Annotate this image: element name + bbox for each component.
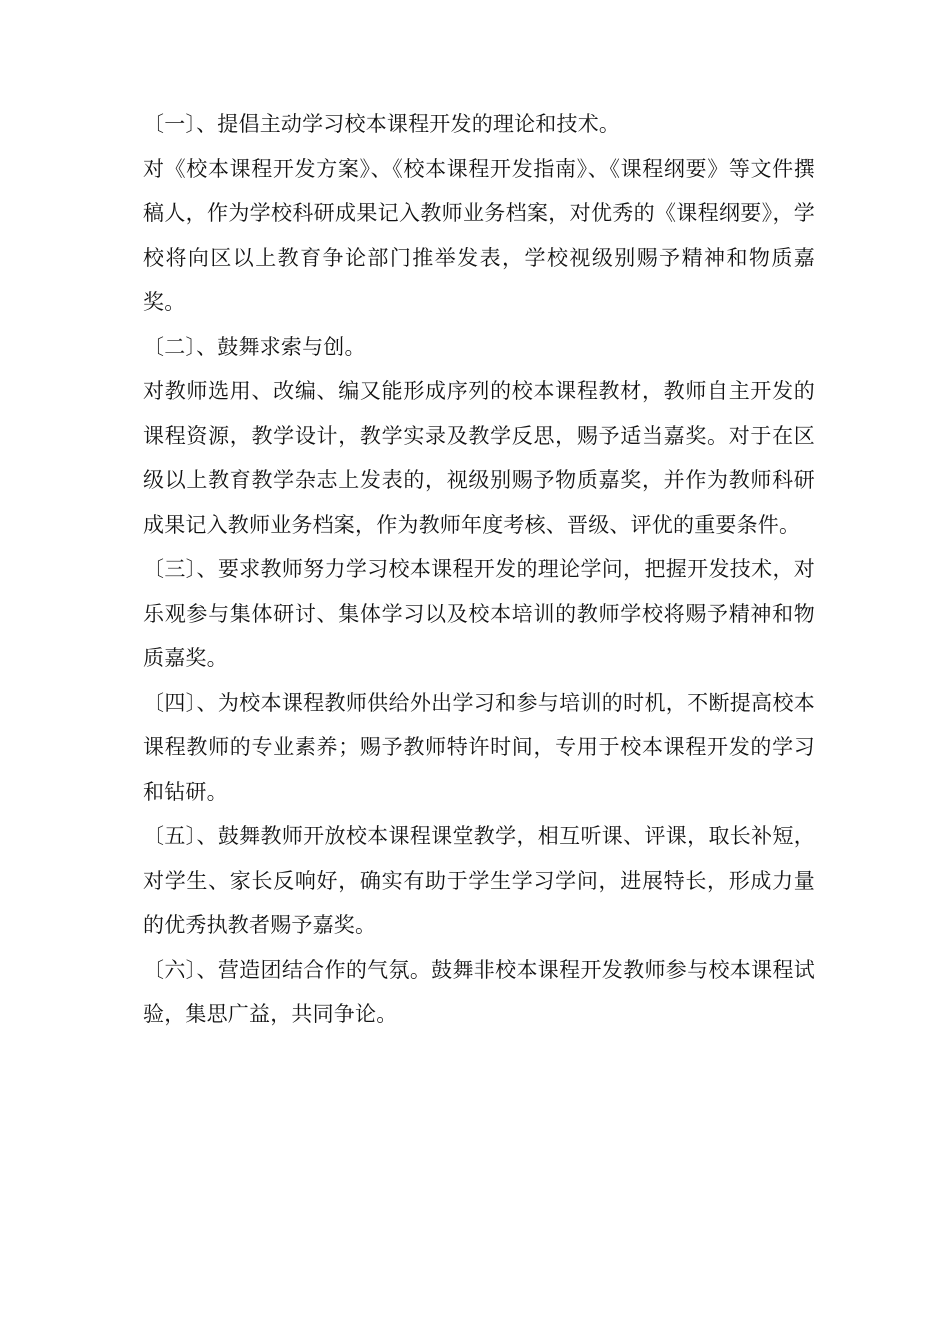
paragraph-6: 〔四〕、为校本课程教师供给外出学习和参与培训的时机，不断提高校本课程教师的专业素养；赐予教师特许时间，专用于校本课程开发的学习和钻研。 <box>143 690 815 804</box>
paragraph-1: 〔一〕、提倡主动学习校本课程开发的理论和技术。 <box>143 112 621 136</box>
paragraph-4: 对教师选用、改编、编又能形成序列的校本课程教材，教师自主开发的课程资源，教学设计，教学实录及教学反思，赐予适当嘉奖。对于在区级以上教育教学杂志上发表的，视级别赐予物质嘉奖，并作为教师科研成果记入教师业务档案，作为教师年度考核、晋级、评优的重要条件。 <box>143 379 815 537</box>
document-body <box>143 102 815 1037</box>
paragraph-5: 〔三〕、要求教师努力学习校本课程开发的理论学问，把握开发技术，对乐观参与集体研讨、集体学习以及校本培训的教师学校将赐予精神和物质嘉奖。 <box>143 557 815 670</box>
paragraph-7: 〔五〕、鼓舞教师开放校本课程课堂教学，相互听课、评课，取长补短，对学生、家长反响好，确实有助于学生学习学问，进展特长，形成力量的优秀执教者赐予嘉奖。 <box>143 824 815 937</box>
paragraph-3: 〔二〕、鼓舞求索与创。 <box>143 334 366 359</box>
paragraph-8: 〔六〕、营造团结合作的气氛。鼓舞非校本课程开发教师参与校本课程试验，集思广益，共同争论。 <box>143 957 815 1026</box>
paragraph-2: 对《校本课程开发方案》、《校本课程开发指南》、《课程纲要》等文件撰稿人，作为学校科研成果记入教师业务档案，对优秀的《课程纲要》，学校将向区以上教育争论部门推举发表，学校视级别赐予精神和物质嘉奖。 <box>143 156 815 314</box>
